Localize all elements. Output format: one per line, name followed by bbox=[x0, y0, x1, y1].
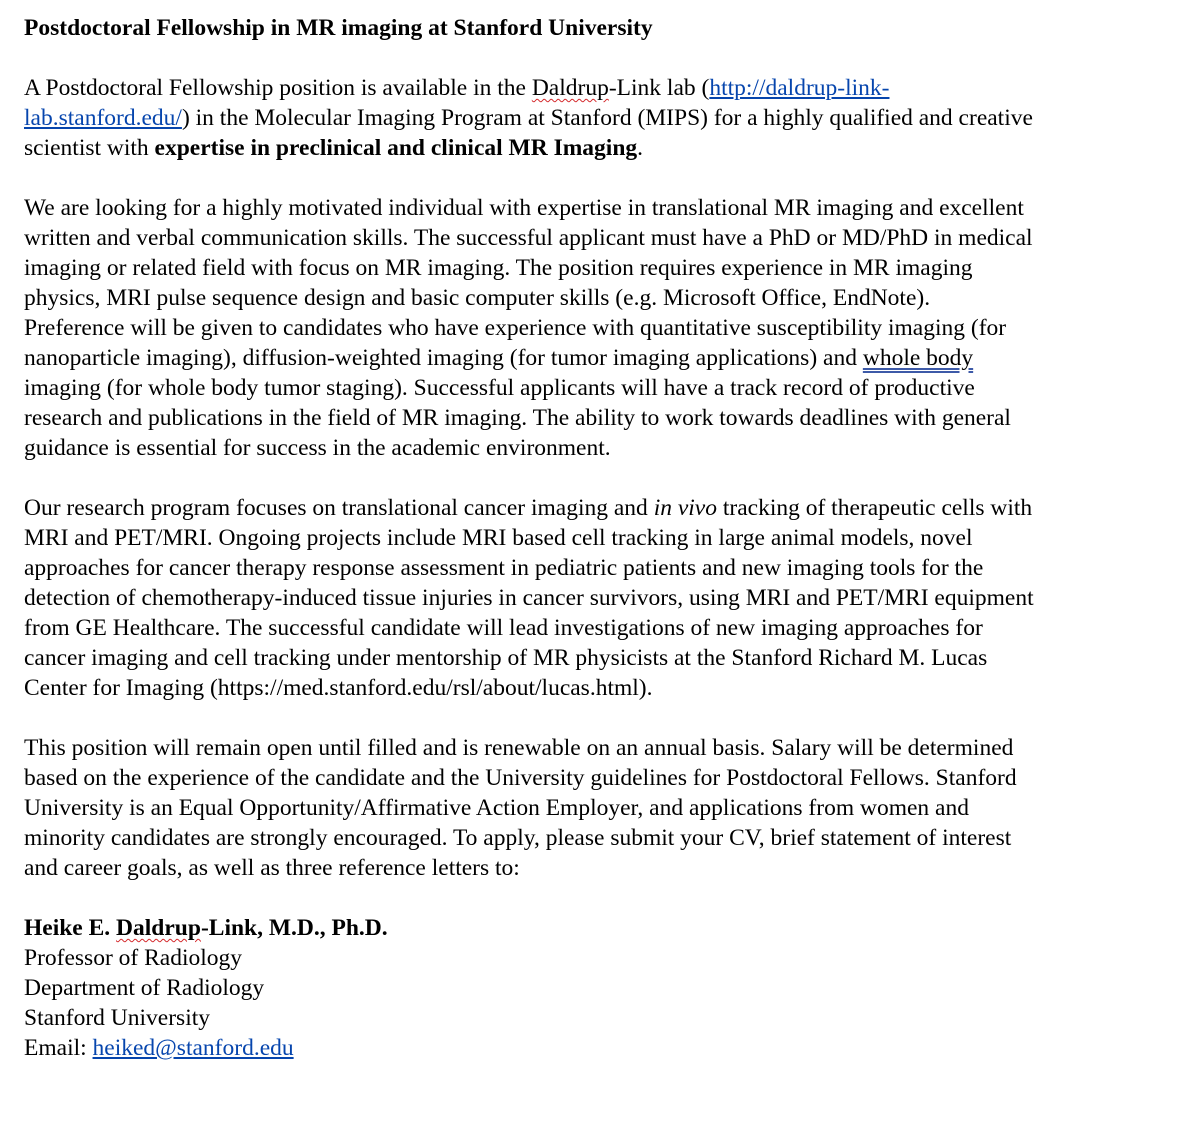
text-line: Center for Imaging (https://med.stanford.edu/rsl/about/lucas.html). bbox=[24, 675, 653, 701]
application-paragraph bbox=[24, 733, 1180, 883]
contact-email-line bbox=[24, 1033, 1180, 1063]
text-line: written and verbal communication skills. The successful applicant must have a PhD or MD/PhD in medical bbox=[24, 225, 1033, 251]
text-line: University is an Equal Opportunity/Affirmative Action Employer, and applications from women and bbox=[24, 795, 969, 821]
text-line: lab.stanford.edu/) in the Molecular Imaging Program at Stanford (MIPS) for a highly qualified and creative bbox=[24, 105, 1033, 131]
text-line: guidance is essential for success in the academic environment. bbox=[24, 435, 611, 461]
requirements-paragraph bbox=[24, 193, 1180, 463]
text-line: from GE Healthcare. The successful candidate will lead investigations of new imaging approaches for bbox=[24, 615, 983, 641]
text-line: MRI and PET/MRI. Ongoing projects include MRI based cell tracking in large animal models, novel bbox=[24, 525, 973, 551]
intro-paragraph bbox=[24, 73, 1180, 163]
text-line: A Postdoctoral Fellowship position is available in the Daldrup-Link lab (http://daldrup-link- bbox=[24, 75, 890, 101]
text-line: approaches for cancer therapy response assessment in pediatric patients and new imaging tools for the bbox=[24, 555, 984, 581]
text-line: research and publications in the field of MR imaging. The ability to work towards deadlines with general bbox=[24, 405, 1011, 431]
email-label: Email: bbox=[24, 1035, 93, 1061]
page-title: Postdoctoral Fellowship in MR imaging at Stanford University bbox=[24, 15, 653, 41]
spellcheck-word: Daldrup bbox=[116, 915, 201, 941]
text-line: Our research program focuses on translational cancer imaging and in vivo tracking of therapeutic cells with bbox=[24, 495, 1033, 521]
email-link[interactable]: heiked@stanford.edu bbox=[92, 1035, 294, 1061]
text-line: cancer imaging and cell tracking under mentorship of MR physicists at the Stanford Richard M. Lucas bbox=[24, 645, 988, 671]
spellcheck-word: Daldrup bbox=[531, 75, 609, 101]
contact-name: Heike E. Daldrup-Link, M.D., Ph.D. bbox=[24, 915, 388, 941]
contact-institution: Stanford University bbox=[24, 1005, 211, 1031]
contact-signature bbox=[24, 913, 1180, 1063]
text-line: based on the experience of the candidate and the University guidelines for Postdoctoral Fellows. Stanford bbox=[24, 765, 1017, 791]
text-line: scientist with expertise in preclinical and clinical MR Imaging. bbox=[24, 135, 644, 161]
expertise-emphasis: expertise in preclinical and clinical MR Imaging bbox=[154, 135, 638, 161]
lab-website-link-continued[interactable]: lab.stanford.edu/ bbox=[24, 105, 182, 131]
lab-website-link[interactable]: http://daldrup-link- bbox=[709, 75, 890, 101]
text-line: Preference will be given to candidates who have experience with quantitative susceptibility imaging (for bbox=[24, 315, 1007, 341]
text-line: imaging or related field with focus on MR imaging. The position requires experience in MR imaging bbox=[24, 255, 973, 281]
text-line: detection of chemotherapy-induced tissue injuries in cancer survivors, using MRI and PET/MRI equipment bbox=[24, 585, 1034, 611]
text-line: and career goals, as well as three reference letters to: bbox=[24, 855, 520, 881]
text-line: We are looking for a highly motivated individual with expertise in translational MR imaging and excellent bbox=[24, 195, 1024, 221]
italic-term: in vivo bbox=[653, 495, 717, 521]
text-line: minority candidates are strongly encouraged. To apply, please submit your CV, brief statement of interest bbox=[24, 825, 1012, 851]
research-program-paragraph bbox=[24, 493, 1180, 703]
text-line: imaging (for whole body tumor staging). Successful applicants will have a track record of productive bbox=[24, 375, 975, 401]
contact-department: Department of Radiology bbox=[24, 975, 265, 1001]
text-line: This position will remain open until filled and is renewable on an annual basis. Salary will be determined bbox=[24, 735, 1014, 761]
contact-role: Professor of Radiology bbox=[24, 945, 243, 971]
grammar-marked-phrase: whole body bbox=[862, 345, 974, 371]
text-line: physics, MRI pulse sequence design and basic computer skills (e.g. Microsoft Office, EndNote). bbox=[24, 285, 931, 311]
text-line: nanoparticle imaging), diffusion-weighted imaging (for tumor imaging applications) and whole body bbox=[24, 345, 974, 371]
